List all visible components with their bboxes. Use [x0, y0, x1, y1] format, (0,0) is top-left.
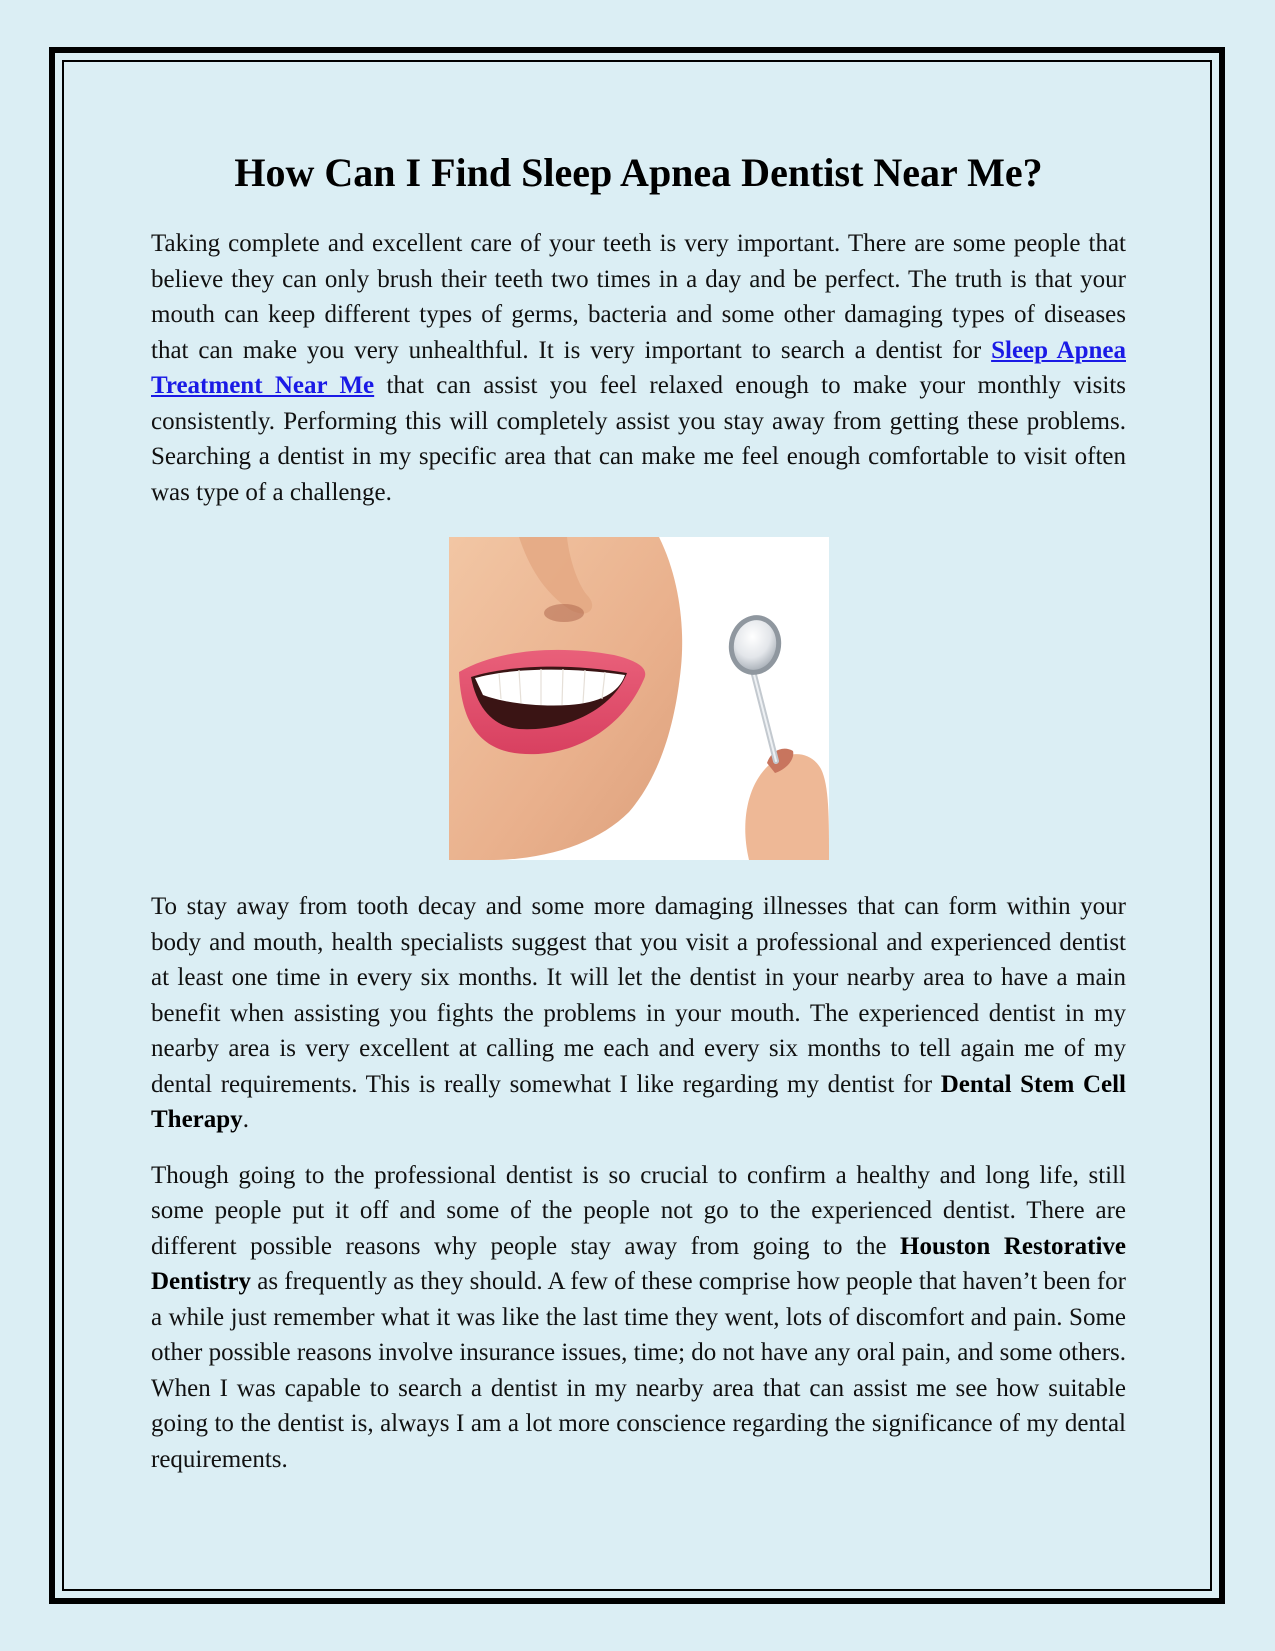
houston-restorative-dentistry-keyword: Houston Restorative Dentistry [151, 1232, 1126, 1295]
paragraph-visits [151, 889, 1126, 1138]
paragraph-reasons-text-1: Though going to the professional dentist is so crucial to confirm a healthy and long life, still some people put it off and some of the people not go to the experienced dentist. There are different possible reasons why people stay away from going to the [151, 1161, 1126, 1260]
paragraph-intro-text-2: that can assist you feel relaxed enough to make your monthly visits consistently. Performing this will completely assist you stay away from getting these problems. Searching a dentist in my specific area that can make me feel enough comfortable to visit often was type of a challenge. [151, 372, 1126, 506]
paragraph-visits-text-1: To stay away from tooth decay and some more damaging illnesses that can form within your body and mouth, health specialists suggest that you visit a professional and experienced dentist at least one time in every six months. It will let the dentist in your nearby area to have a main benefit when assisting you fights the problems in your mouth. The experienced dentist in my nearby area is very excellent at calling me each and every six months to tell again me of my dental requirements. This is really somewhat I like regarding my dentist for [151, 893, 1126, 1098]
paragraph-reasons-text-2: as frequently as they should. A few of these comprise how people that haven’t been for a while just remember what it was like the last time they went, lots of discomfort and pain. Some other possible reasons involve insurance issues, time; do not have any oral pain, and some others. When I was capable to search a dentist in my nearby area that can assist me see how suitable going to the dentist is, always I am a lot more conscience regarding the significance of my dental requirements. [151, 1268, 1126, 1473]
paragraph-intro [151, 226, 1126, 510]
page-title: How Can I Find Sleep Apnea Dentist Near Me? [234, 150, 1043, 195]
paragraph-reasons [151, 1158, 1126, 1478]
article-content [151, 148, 1126, 1477]
figure-container [151, 537, 1126, 860]
sleep-apnea-treatment-link[interactable]: Sleep Apnea Treatment Near Me [151, 336, 1126, 399]
paragraph-intro-text-1: Taking complete and excellent care of your teeth is very important. There are some people that believe they can only brush their teeth two times in a day and be perfect. The truth is that your mouth can keep different types of germs, bacteria and some other damaging types of diseases that can make you very unhealthful. It is very important to search a dentist for [151, 230, 1126, 364]
paragraph-visits-text-2: . [242, 1106, 249, 1133]
smile-dental-mirror-image [449, 537, 829, 860]
dental-stem-cell-therapy-keyword: Dental Stem Cell Therapy [151, 1070, 1126, 1133]
